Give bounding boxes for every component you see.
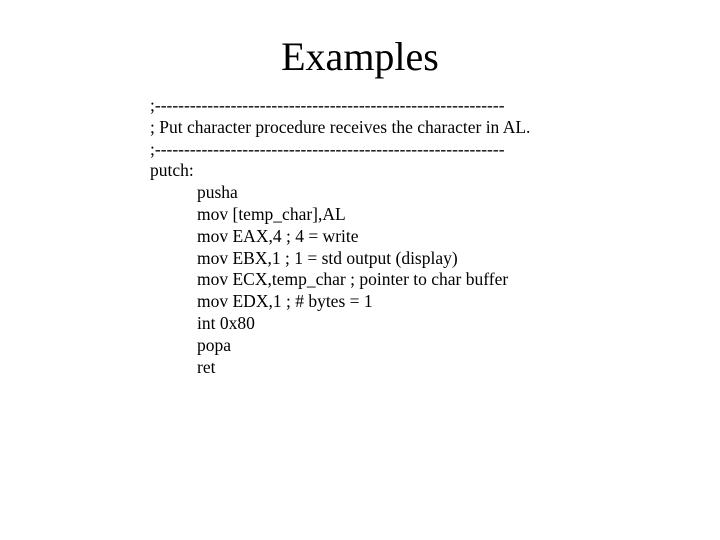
procedure-label: putch: [150,160,194,181]
comment-rule-top: ;------------------------------------------------------------ [150,95,505,115]
comment-rule-bottom: ;------------------------------------------------------------ [150,138,505,159]
slide-title: Examples [281,34,439,79]
procedure-comment: ; Put character procedure receives the character in AL. [150,116,531,137]
instruction-line: mov [temp_char],AL [197,203,346,224]
instruction-line: pusha [197,182,238,203]
code-block [150,95,710,378]
instruction-line: mov ECX,temp_char ; pointer to char buffer [197,269,509,290]
instruction-line: int 0x80 [197,312,255,333]
instruction-line: mov EAX,4 ; 4 = write [197,225,359,246]
instruction-line: ret [197,356,216,377]
instruction-line: popa [197,334,232,355]
instruction-line: mov EDX,1 ; # bytes = 1 [197,291,373,312]
instruction-line: mov EBX,1 ; 1 = std output (display) [197,247,458,268]
